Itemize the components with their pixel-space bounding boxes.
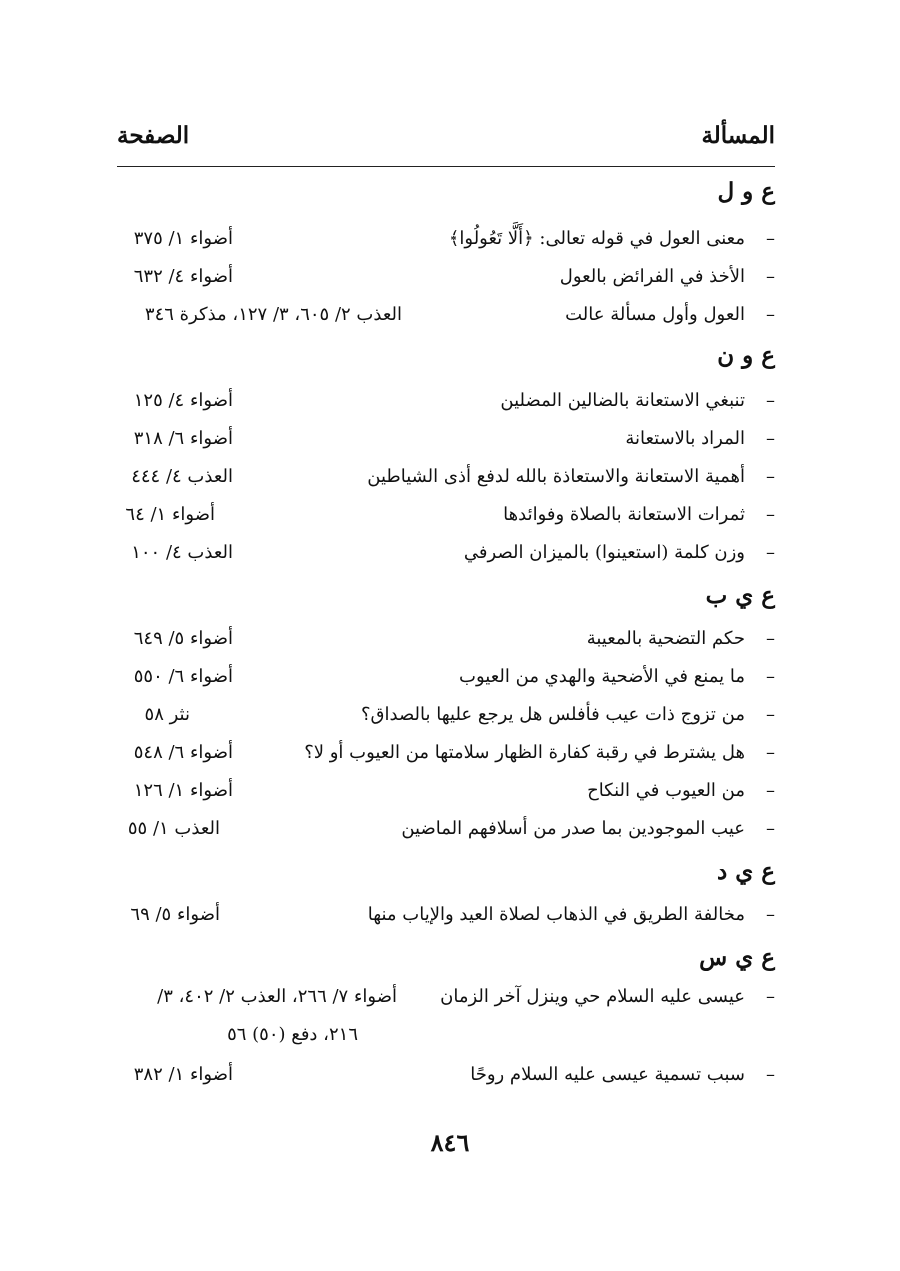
entry-dash: – [766,780,775,801]
entry-reference: أضواء ٤/ ١٢٥ [133,390,233,411]
page-number: ٨٤٦ [430,1128,470,1157]
index-entry [117,304,775,338]
entry-topic: عيسى عليه السلام حي وينزل آخر الزمان [440,986,745,1007]
section-heading: ع و ل [717,178,775,205]
entry-topic: وزن كلمة (استعينوا) بالميزان الصرفي [463,542,745,563]
entry-reference: نثر ٥٨ [144,704,190,725]
entry-reference: أضواء ٥/ ٦٩ [130,904,220,925]
entry-dash: – [766,304,775,325]
entry-dash: – [766,390,775,411]
entry-topic: سبب تسمية عيسى عليه السلام روحًا [470,1064,745,1085]
entry-topic: الأخذ في الفرائض بالعول [559,266,745,287]
section-heading: ع ي د [717,858,775,885]
entry-dash: – [766,904,775,925]
index-entry [117,628,775,662]
index-entry [117,466,775,500]
index-entry [117,228,775,262]
entry-dash: – [766,428,775,449]
entry-topic: من تزوج ذات عيب فأفلس هل يرجع عليها بالصداق؟ [360,704,745,725]
index-entry [117,704,775,738]
entry-reference: العذب ٢/ ٦٠٥، ٣/ ١٢٧، مذكرة ٣٤٦ [144,304,402,325]
entry-dash: – [766,742,775,763]
entry-reference: العذب ٤/ ١٠٠ [131,542,233,563]
entry-reference: أضواء ١/ ٣٨٢ [133,1064,233,1085]
entry-reference-continuation: ٢١٦، دفع (٥٠) ٥٦ [227,1024,358,1045]
entry-topic: عيب الموجودين بما صدر من أسلافهم الماضين [401,818,745,839]
index-entry [117,266,775,300]
entry-reference: أضواء ١/ ٦٤ [125,504,215,525]
entry-reference: أضواء ٦/ ٣١٨ [133,428,233,449]
entry-topic: ثمرات الاستعانة بالصلاة وفوائدها [503,504,745,525]
entry-dash: – [766,1064,775,1085]
index-entry [117,904,775,938]
entry-topic: تنبغي الاستعانة بالضالين المضلين [500,390,745,411]
entry-reference: العذب ١/ ٥٥ [127,818,220,839]
index-entry [117,666,775,700]
index-entry [117,542,775,576]
index-entry [117,742,775,776]
entry-topic: حكم التضحية بالمعيبة [586,628,745,649]
entry-reference: أضواء ٧/ ٢٦٦، العذب ٢/ ٤٠٢، ٣/ [157,986,397,1007]
index-entry [117,504,775,538]
index-entry [117,818,775,852]
header-divider [117,166,775,167]
entry-reference: أضواء ١/ ٣٧٥ [133,228,233,249]
entry-topic: المراد بالاستعانة [625,428,745,449]
entry-dash: – [766,986,775,1007]
section-heading: ع ي س [699,944,775,971]
index-entry [117,428,775,462]
index-entry [117,780,775,814]
section-heading: ع ي ب [705,582,775,609]
entry-reference: أضواء ١/ ١٢٦ [133,780,233,801]
index-entry [117,1064,775,1098]
entry-topic: هل يشترط في رقبة كفارة الظهار سلامتها من العيوب أو لا؟ [304,742,745,763]
entry-dash: – [766,266,775,287]
table-header [117,122,775,162]
index-entry [117,390,775,424]
entry-dash: – [766,666,775,687]
entry-topic: العول وأول مسألة عالت [565,304,745,325]
entry-topic: معنى العول في قوله تعالى: ﴿أَلَّا تَعُولُوا﴾ [448,228,745,249]
entry-dash: – [766,628,775,649]
entry-dash: – [766,818,775,839]
entry-topic: ما يمنع في الأضحية والهدي من العيوب [459,666,745,687]
page-column-title: الصفحة [117,122,190,149]
entry-reference: أضواء ٦/ ٥٤٨ [133,742,233,763]
entry-dash: – [766,466,775,487]
entry-dash: – [766,504,775,525]
entry-topic: أهمية الاستعانة والاستعاذة بالله لدفع أذى الشياطين [367,466,745,487]
entry-reference: العذب ٤/ ٤٤٤ [131,466,233,487]
entry-dash: – [766,704,775,725]
entry-dash: – [766,228,775,249]
index-entry [117,986,775,1020]
entry-topic: مخالفة الطريق في الذهاب لصلاة العيد والإياب منها [367,904,745,925]
entry-reference: أضواء ٦/ ٥٥٠ [133,666,233,687]
entry-reference: أضواء ٤/ ٦٣٢ [133,266,233,287]
entry-topic: من العيوب في النكاح [587,780,745,801]
section-heading: ع و ن [717,342,775,369]
entry-dash: – [766,542,775,563]
entry-reference: أضواء ٥/ ٦٤٩ [133,628,233,649]
issue-column-title: المسألة [701,122,775,149]
